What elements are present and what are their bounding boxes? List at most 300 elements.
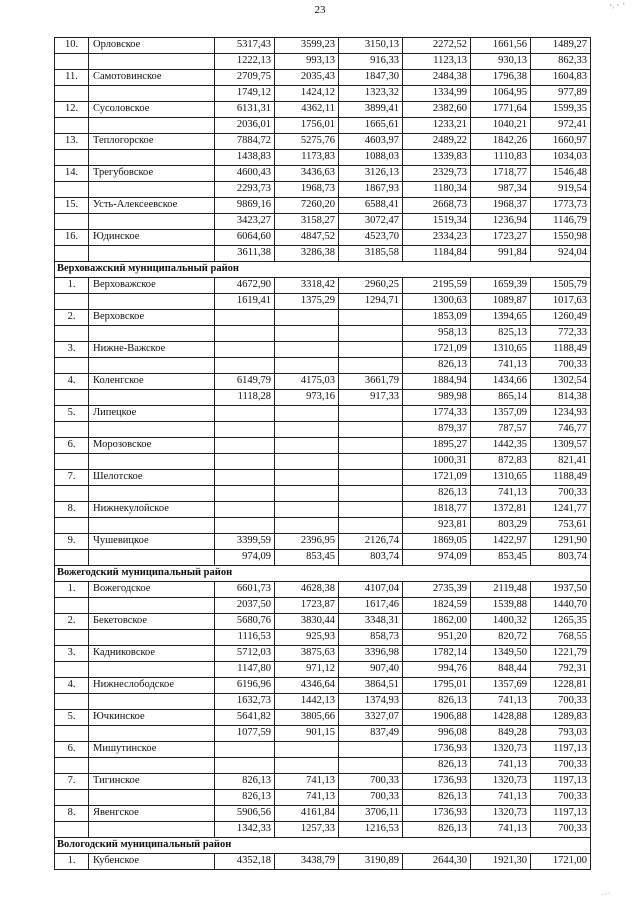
value-cell: 1216,53	[339, 822, 403, 838]
value-cell: 700,33	[531, 486, 591, 502]
value-cell: 1357,09	[471, 406, 531, 422]
settlement-name: Сусоловское	[89, 102, 215, 118]
value-cell: 1040,21	[471, 118, 531, 134]
value-cell: 741,13	[471, 486, 531, 502]
value-cell: 1660,97	[531, 134, 591, 150]
row-number	[55, 118, 89, 134]
value-cell: 5906,56	[215, 806, 275, 822]
value-cell: 1147,80	[215, 662, 275, 678]
value-cell: 1291,90	[531, 534, 591, 550]
table-row	[55, 166, 591, 182]
value-cell	[215, 310, 275, 326]
value-cell: 1323,32	[339, 86, 403, 102]
value-cell: 5712,03	[215, 646, 275, 662]
value-cell: 973,16	[275, 390, 339, 406]
value-cell: 4603,97	[339, 134, 403, 150]
value-cell: 4628,38	[275, 582, 339, 598]
settlement-name	[89, 422, 215, 438]
settlement-name: Усть-Алексеевское	[89, 198, 215, 214]
value-cell	[215, 406, 275, 422]
table-row	[55, 390, 591, 406]
settlement-name: Чушевицкое	[89, 534, 215, 550]
value-cell: 3864,51	[339, 678, 403, 694]
value-cell: 821,41	[531, 454, 591, 470]
value-cell: 741,13	[275, 774, 339, 790]
table-row	[55, 598, 591, 614]
value-cell: 2334,23	[403, 230, 471, 246]
row-number: 4.	[55, 678, 89, 694]
value-cell: 1241,77	[531, 502, 591, 518]
value-cell: 4161,84	[275, 806, 339, 822]
value-cell: 1968,73	[275, 182, 339, 198]
row-number: 2.	[55, 614, 89, 630]
row-number	[55, 454, 89, 470]
row-number: 8.	[55, 806, 89, 822]
value-cell: 820,72	[471, 630, 531, 646]
value-cell	[339, 454, 403, 470]
table-row	[55, 374, 591, 390]
settlement-name	[89, 694, 215, 710]
value-cell: 1718,77	[471, 166, 531, 182]
settlement-name	[89, 598, 215, 614]
value-cell	[275, 422, 339, 438]
value-cell: 825,13	[471, 326, 531, 342]
value-cell: 917,33	[339, 390, 403, 406]
table-row	[55, 214, 591, 230]
value-cell: 919,54	[531, 182, 591, 198]
settlement-name	[89, 518, 215, 534]
row-number: 4.	[55, 374, 89, 390]
row-number: 6.	[55, 438, 89, 454]
settlement-name	[89, 390, 215, 406]
value-cell: 1339,83	[403, 150, 471, 166]
value-cell: 6149,79	[215, 374, 275, 390]
value-cell	[275, 326, 339, 342]
value-cell: 1310,65	[471, 342, 531, 358]
value-cell: 872,83	[471, 454, 531, 470]
value-cell	[215, 326, 275, 342]
row-number	[55, 550, 89, 566]
value-cell: 1869,05	[403, 534, 471, 550]
row-number	[55, 662, 89, 678]
value-cell: 1796,38	[471, 70, 531, 86]
row-number: 1.	[55, 582, 89, 598]
value-cell: 5641,82	[215, 710, 275, 726]
value-cell: 9869,16	[215, 198, 275, 214]
value-cell: 1604,83	[531, 70, 591, 86]
table-row	[55, 230, 591, 246]
value-cell: 1118,28	[215, 390, 275, 406]
row-number: 3.	[55, 646, 89, 662]
value-cell: 3396,98	[339, 646, 403, 662]
value-cell: 2126,74	[339, 534, 403, 550]
table-row	[55, 742, 591, 758]
value-cell: 746,77	[531, 422, 591, 438]
table-row	[55, 662, 591, 678]
value-cell: 1895,27	[403, 438, 471, 454]
row-number	[55, 54, 89, 70]
value-cell: 1310,65	[471, 470, 531, 486]
value-cell: 916,33	[339, 54, 403, 70]
row-number: 8.	[55, 502, 89, 518]
value-cell: 1771,64	[471, 102, 531, 118]
settlement-name: Тигинское	[89, 774, 215, 790]
value-cell: 972,41	[531, 118, 591, 134]
value-cell: 865,14	[471, 390, 531, 406]
value-cell: 1334,99	[403, 86, 471, 102]
settlement-name: Мишутинское	[89, 742, 215, 758]
value-cell: 2035,43	[275, 70, 339, 86]
value-cell: 2489,22	[403, 134, 471, 150]
table-row	[55, 534, 591, 550]
value-cell: 1617,46	[339, 598, 403, 614]
value-cell	[215, 438, 275, 454]
value-cell	[339, 358, 403, 374]
value-cell: 826,13	[403, 694, 471, 710]
settlement-name	[89, 358, 215, 374]
value-cell	[339, 518, 403, 534]
value-cell: 994,76	[403, 662, 471, 678]
value-cell: 1723,87	[275, 598, 339, 614]
settlement-name	[89, 726, 215, 742]
value-cell: 987,34	[471, 182, 531, 198]
settlement-name: Орловское	[89, 38, 215, 54]
table-row	[55, 406, 591, 422]
value-cell: 1400,32	[471, 614, 531, 630]
value-cell: 1197,13	[531, 774, 591, 790]
table-row	[55, 342, 591, 358]
table-row	[55, 630, 591, 646]
value-cell: 3150,13	[339, 38, 403, 54]
table-row	[55, 806, 591, 822]
value-cell: 1260,49	[531, 310, 591, 326]
value-cell: 1422,97	[471, 534, 531, 550]
value-cell: 4672,90	[215, 278, 275, 294]
value-cell: 2036,01	[215, 118, 275, 134]
value-cell: 989,98	[403, 390, 471, 406]
value-cell: 1320,73	[471, 806, 531, 822]
value-cell: 3348,31	[339, 614, 403, 630]
value-cell: 4847,52	[275, 230, 339, 246]
value-cell: 907,40	[339, 662, 403, 678]
table-row	[55, 134, 591, 150]
value-cell: 1824,59	[403, 598, 471, 614]
value-cell: 1428,88	[471, 710, 531, 726]
value-cell: 901,15	[275, 726, 339, 742]
value-cell: 924,04	[531, 246, 591, 262]
settlement-name: Бекетовское	[89, 614, 215, 630]
value-cell: 1721,09	[403, 470, 471, 486]
value-cell: 3399,59	[215, 534, 275, 550]
value-cell: 3661,79	[339, 374, 403, 390]
table-row	[55, 470, 591, 486]
row-number: 1.	[55, 854, 89, 870]
value-cell	[215, 518, 275, 534]
value-cell: 741,13	[471, 790, 531, 806]
value-cell: 848,44	[471, 662, 531, 678]
value-cell: 826,13	[215, 774, 275, 790]
value-cell: 700,33	[531, 758, 591, 774]
value-cell: 4352,18	[215, 854, 275, 870]
table-row	[55, 854, 591, 870]
value-cell: 741,13	[471, 822, 531, 838]
value-cell: 853,45	[275, 550, 339, 566]
value-cell: 700,33	[531, 694, 591, 710]
row-number: 1.	[55, 278, 89, 294]
value-cell: 1774,33	[403, 406, 471, 422]
value-cell: 700,33	[531, 822, 591, 838]
value-cell: 1289,83	[531, 710, 591, 726]
value-cell: 1188,49	[531, 470, 591, 486]
row-number	[55, 694, 89, 710]
value-cell: 4362,11	[275, 102, 339, 118]
value-cell: 1442,13	[275, 694, 339, 710]
district-name: Вожегодский муниципальный район	[55, 566, 591, 582]
value-cell: 1818,77	[403, 502, 471, 518]
value-cell: 1349,50	[471, 646, 531, 662]
settlement-name	[89, 150, 215, 166]
value-cell	[339, 310, 403, 326]
value-cell: 1265,35	[531, 614, 591, 630]
value-cell: 1968,37	[471, 198, 531, 214]
value-cell: 787,57	[471, 422, 531, 438]
value-cell	[339, 422, 403, 438]
value-cell	[339, 326, 403, 342]
page-number: 23	[314, 4, 326, 16]
value-cell: 3599,23	[275, 38, 339, 54]
settlement-name	[89, 182, 215, 198]
value-cell: 1906,88	[403, 710, 471, 726]
settlement-name: Теплогорское	[89, 134, 215, 150]
value-cell: 1853,09	[403, 310, 471, 326]
table-row	[55, 278, 591, 294]
row-number	[55, 358, 89, 374]
value-cell: 3158,27	[275, 214, 339, 230]
value-cell: 1424,12	[275, 86, 339, 102]
value-cell: 2382,60	[403, 102, 471, 118]
row-number	[55, 294, 89, 310]
value-cell: 1357,69	[471, 678, 531, 694]
value-cell: 1921,30	[471, 854, 531, 870]
value-cell: 951,20	[403, 630, 471, 646]
value-cell: 3436,63	[275, 166, 339, 182]
value-cell: 1659,39	[471, 278, 531, 294]
row-number	[55, 86, 89, 102]
value-cell	[275, 342, 339, 358]
table-row	[55, 182, 591, 198]
value-cell: 1000,31	[403, 454, 471, 470]
value-cell: 826,13	[403, 758, 471, 774]
value-cell: 2484,38	[403, 70, 471, 86]
table-row	[55, 294, 591, 310]
value-cell: 3072,47	[339, 214, 403, 230]
value-cell: 1434,66	[471, 374, 531, 390]
row-number	[55, 726, 89, 742]
settlement-name: Юдинское	[89, 230, 215, 246]
settlement-name	[89, 246, 215, 262]
value-cell	[215, 358, 275, 374]
value-cell: 1599,35	[531, 102, 591, 118]
table-row	[55, 694, 591, 710]
row-number: 13.	[55, 134, 89, 150]
value-cell: 7884,72	[215, 134, 275, 150]
value-cell: 1374,93	[339, 694, 403, 710]
value-cell: 977,89	[531, 86, 591, 102]
value-cell: 1782,14	[403, 646, 471, 662]
value-cell: 1721,09	[403, 342, 471, 358]
value-cell	[215, 742, 275, 758]
value-cell: 1294,71	[339, 294, 403, 310]
settlement-name: Самотовинское	[89, 70, 215, 86]
value-cell: 1937,50	[531, 582, 591, 598]
value-cell: 700,33	[339, 774, 403, 790]
value-cell: 1442,35	[471, 438, 531, 454]
value-cell	[339, 406, 403, 422]
value-cell: 2293,73	[215, 182, 275, 198]
value-cell: 1842,26	[471, 134, 531, 150]
scan-corner-mark: ᵃᵢ ʳ ʼ	[609, 2, 626, 10]
value-cell	[339, 502, 403, 518]
value-cell: 1088,03	[339, 150, 403, 166]
value-cell: 700,33	[531, 790, 591, 806]
table-row	[55, 150, 591, 166]
value-cell: 1320,73	[471, 774, 531, 790]
value-cell: 1756,01	[275, 118, 339, 134]
table-row	[55, 550, 591, 566]
value-cell: 3318,42	[275, 278, 339, 294]
row-number	[55, 390, 89, 406]
row-number: 7.	[55, 470, 89, 486]
row-number	[55, 758, 89, 774]
table-row	[55, 710, 591, 726]
row-number: 11.	[55, 70, 89, 86]
row-number: 14.	[55, 166, 89, 182]
value-cell: 4600,43	[215, 166, 275, 182]
settlement-name: Верховажское	[89, 278, 215, 294]
settlement-name: Нижнекулойское	[89, 502, 215, 518]
row-number	[55, 214, 89, 230]
row-number: 9.	[55, 534, 89, 550]
row-number	[55, 246, 89, 262]
row-number: 3.	[55, 342, 89, 358]
value-cell: 1077,59	[215, 726, 275, 742]
value-cell: 1222,13	[215, 54, 275, 70]
value-cell: 1300,63	[403, 294, 471, 310]
row-number: 10.	[55, 38, 89, 54]
table-row	[55, 774, 591, 790]
settlement-name	[89, 550, 215, 566]
row-number: 16.	[55, 230, 89, 246]
table-row	[55, 198, 591, 214]
value-cell	[339, 470, 403, 486]
row-number	[55, 486, 89, 502]
value-cell: 5275,76	[275, 134, 339, 150]
value-cell: 826,13	[403, 486, 471, 502]
value-cell: 826,13	[403, 822, 471, 838]
value-cell: 6131,31	[215, 102, 275, 118]
value-cell: 1438,83	[215, 150, 275, 166]
value-cell: 991,84	[471, 246, 531, 262]
value-cell: 1064,95	[471, 86, 531, 102]
value-cell: 826,13	[215, 790, 275, 806]
settlement-name	[89, 790, 215, 806]
value-cell: 2735,39	[403, 582, 471, 598]
value-cell: 814,38	[531, 390, 591, 406]
value-cell: 862,33	[531, 54, 591, 70]
value-cell: 1632,73	[215, 694, 275, 710]
value-cell: 1110,83	[471, 150, 531, 166]
row-number	[55, 790, 89, 806]
table-row	[55, 38, 591, 54]
value-cell: 958,13	[403, 326, 471, 342]
settlement-name	[89, 326, 215, 342]
value-cell: 700,33	[339, 790, 403, 806]
settlement-name: Нижнеслободское	[89, 678, 215, 694]
settlement-name	[89, 118, 215, 134]
value-cell: 741,13	[471, 694, 531, 710]
value-cell	[275, 454, 339, 470]
tariff-table	[54, 37, 591, 870]
row-number	[55, 822, 89, 838]
row-number: 6.	[55, 742, 89, 758]
value-cell: 2644,30	[403, 854, 471, 870]
value-cell: 826,13	[403, 358, 471, 374]
value-cell: 1736,93	[403, 742, 471, 758]
settlement-name: Шелотское	[89, 470, 215, 486]
district-header-row	[55, 838, 591, 854]
value-cell: 879,37	[403, 422, 471, 438]
value-cell: 837,49	[339, 726, 403, 742]
row-number	[55, 422, 89, 438]
value-cell: 741,13	[471, 758, 531, 774]
row-number	[55, 598, 89, 614]
value-cell: 1116,53	[215, 630, 275, 646]
value-cell: 3830,44	[275, 614, 339, 630]
settlement-name	[89, 486, 215, 502]
value-cell: 1197,13	[531, 806, 591, 822]
value-cell	[339, 486, 403, 502]
table-row	[55, 486, 591, 502]
value-cell: 753,61	[531, 518, 591, 534]
value-cell: 1736,93	[403, 774, 471, 790]
district-name: Вологодский муниципальный район	[55, 838, 591, 854]
district-name: Верховажский муниципальный район	[55, 262, 591, 278]
table-row	[55, 646, 591, 662]
value-cell: 1197,13	[531, 742, 591, 758]
value-cell: 1180,34	[403, 182, 471, 198]
row-number: 12.	[55, 102, 89, 118]
settlement-name: Вожегодское	[89, 582, 215, 598]
value-cell: 1539,88	[471, 598, 531, 614]
table-row	[55, 102, 591, 118]
value-cell: 1372,81	[471, 502, 531, 518]
value-cell: 1123,13	[403, 54, 471, 70]
value-cell: 1736,93	[403, 806, 471, 822]
value-cell: 1089,87	[471, 294, 531, 310]
value-cell: 741,13	[275, 790, 339, 806]
row-number: 5.	[55, 710, 89, 726]
table-body	[55, 38, 591, 870]
value-cell: 1234,93	[531, 406, 591, 422]
value-cell: 7260,20	[275, 198, 339, 214]
value-cell: 1375,29	[275, 294, 339, 310]
value-cell: 3805,66	[275, 710, 339, 726]
settlement-name	[89, 822, 215, 838]
value-cell	[215, 342, 275, 358]
row-number: 5.	[55, 406, 89, 422]
scan-corner-mark-bottom: · ʳ ʹ	[601, 891, 610, 899]
district-header-row	[55, 566, 591, 582]
